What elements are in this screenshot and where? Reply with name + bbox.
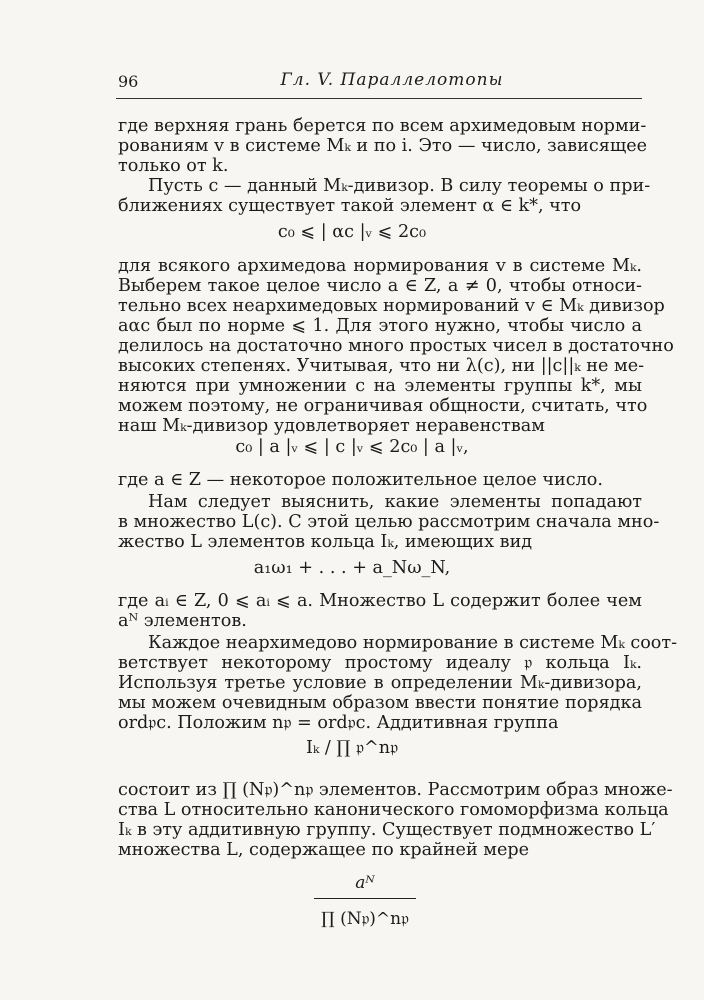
text-line: ветствует некоторому простому идеалу 𝔭 кольца Iₖ. bbox=[118, 653, 642, 673]
paragraph-4 bbox=[118, 470, 642, 490]
text-line: где верхняя грань берется по всем архимедовым норми- bbox=[118, 116, 647, 136]
header-rule bbox=[116, 98, 642, 99]
text-line: Используя третье условие в определении Mₖ-дивизора, bbox=[118, 673, 642, 693]
paragraph-2 bbox=[118, 176, 651, 216]
text-line: высоких степенях. Учитывая, что ни λ(c), ни ||c||ₖ не ме- bbox=[118, 356, 645, 376]
text-line: состоит из ∏ (N𝔭)^n𝔭 элементов. Рассмотрим образ множе- bbox=[118, 780, 673, 800]
paragraph-6 bbox=[118, 591, 642, 631]
running-head: Гл. V. Параллелотопы bbox=[280, 70, 504, 90]
fraction-denominator: ∏ (N𝔭)^n𝔭 bbox=[321, 909, 409, 929]
text-line: множества L, содержащее по крайней мере bbox=[118, 840, 530, 860]
paragraph-3 bbox=[118, 256, 674, 436]
formula-2: c₀ | a |ᵥ ⩽ | c |ᵥ ⩽ 2c₀ | a |ᵥ, bbox=[235, 437, 469, 457]
text-line: aᴺ элементов. bbox=[118, 611, 247, 631]
text-line: только от k. bbox=[118, 156, 229, 176]
text-line: Нам следует выяснить, какие элементы попадают bbox=[148, 492, 642, 512]
paragraph-5 bbox=[118, 492, 660, 552]
formula-1: c₀ ⩽ | αc |ᵥ ⩽ 2c₀ bbox=[277, 222, 427, 242]
text-line: ства L относительно канонического гомоморфизма кольца bbox=[118, 800, 669, 820]
text-line: где a ∈ Z — некоторое положительное целое число. bbox=[118, 470, 603, 490]
text-line: делилось на достаточно много простых чисел в достаточно bbox=[118, 336, 674, 356]
text-line: в множество L(c). С этой целью рассмотрим сначала мно- bbox=[118, 512, 660, 532]
paragraph-8 bbox=[118, 780, 673, 860]
text-line: ord𝔭c. Положим n𝔭 = ord𝔭c. Аддитивная группа bbox=[118, 713, 559, 733]
page-number: 96 bbox=[118, 72, 139, 91]
text-line: наш Mₖ-дивизор удовлетворяет неравенствам bbox=[118, 416, 545, 436]
text-line: рованиям v в системе Mₖ и по i. Это — число, зависящее bbox=[118, 136, 648, 156]
text-line: Пусть c — данный Mₖ-дивизор. В силу теоремы о при- bbox=[148, 176, 651, 196]
text-line: ближениях существует такой элемент α ∈ k*, что bbox=[118, 196, 582, 216]
text-line: где aᵢ ∈ Z, 0 ⩽ aᵢ ⩽ a. Множество L содержит более чем bbox=[118, 591, 642, 611]
formula-3: a₁ω₁ + . . . + a_Nω_N, bbox=[253, 558, 451, 578]
text-line: мы можем очевидным образом ввести понятие порядка bbox=[118, 693, 642, 713]
text-line: aαc был по норме ⩽ 1. Для этого нужно, чтобы число a bbox=[118, 316, 642, 336]
fraction-formula bbox=[310, 868, 420, 939]
text-line: жество L элементов кольца Iₖ, имеющих вид bbox=[118, 532, 533, 552]
formula-4: Iₖ / ∏ 𝔭^n𝔭 bbox=[305, 738, 399, 758]
paragraph-1 bbox=[118, 116, 648, 176]
text-line: тельно всех неархимедовых нормирований v ∈ Mₖ дивизор bbox=[118, 296, 665, 316]
text-line: Выберем такое целое число a ∈ Z, a ≠ 0, чтобы относи- bbox=[118, 276, 642, 296]
text-line: Каждое неархимедово нормирование в системе Mₖ соот- bbox=[148, 633, 678, 653]
text-line: можем поэтому, не ограничивая общности, считать, что bbox=[118, 396, 648, 416]
fraction-numerator: aᴺ bbox=[355, 873, 375, 893]
text-line: няются при умножении c на элементы группы k*, мы bbox=[118, 376, 642, 396]
paragraph-7 bbox=[118, 633, 678, 733]
text-line: для всякого архимедова нормирования v в системе Mₖ. bbox=[118, 256, 642, 276]
text-line: Iₖ в эту аддитивную группу. Существует подмножество L′ bbox=[118, 820, 656, 840]
